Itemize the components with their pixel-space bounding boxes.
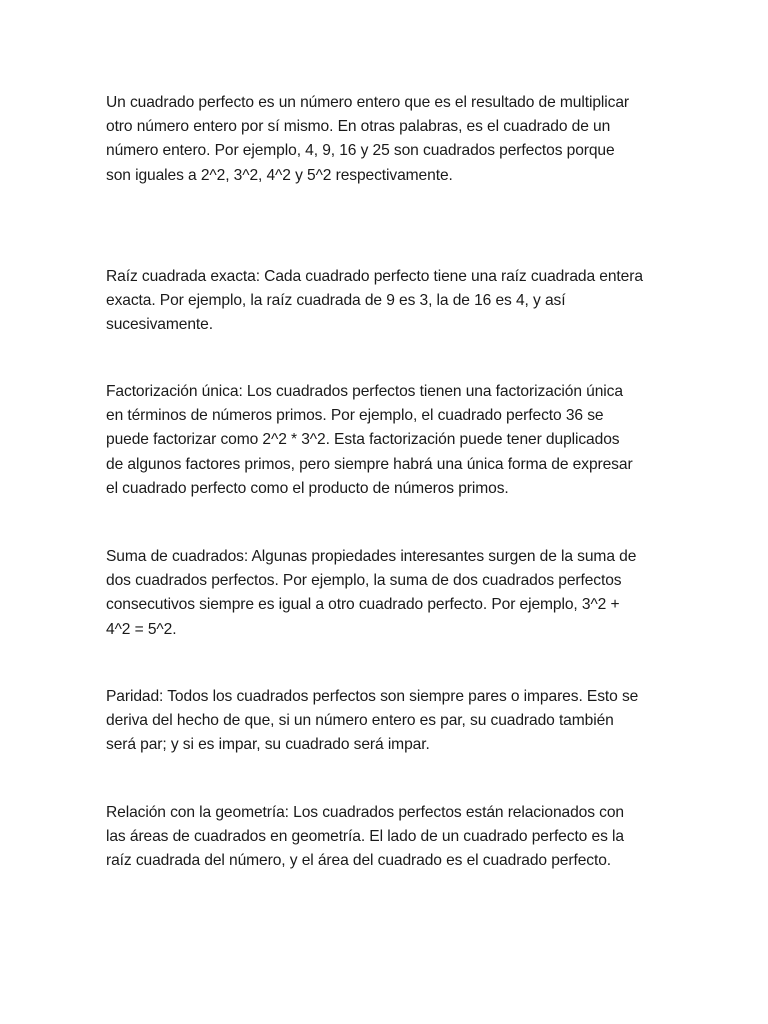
paragraph-geometry: Relación con la geometría: Los cuadrados perfectos están relacionados con las áreas de cuadrados en geometría. El lado de un cuadrado perfecto es la raíz cuadrada del número, y el área del cuadrado es el cuadrado perfecto. [106,804,625,870]
paragraph-definition: Un cuadrado perfecto es un número entero que es el resultado de multiplicar otro número entero por sí mismo. En otras palabras, es el cuadrado de un número entero. Por ejemplo, 4, 9, 16 y 25 son cuadrados perfectos porque son iguales a 2^2, 3^2, 4^2 y 5^2 respectivamente. [106,94,630,184]
paragraph-sum-of-squares: Suma de cuadrados: Algunas propiedades interesantes surgen de la suma de dos cuadrados perfectos. Por ejemplo, la suma de dos cuadrados perfectos consecutivos siempre es igual a otro cuadrado perfecto. Por ejemplo, 3^2 + 4^2 = 5^2. [106,548,637,638]
paragraph-factorization: Factorización única: Los cuadrados perfectos tienen una factorización única en términos de números primos. Por ejemplo, el cuadrado perfecto 36 se puede factorizar como 2^2 * 3^2. Esta factorización puede tener duplicados de algunos factores primos, pero siempre habrá una única forma de expresar el cuadrado perfecto como el producto de números primos. [106,383,633,497]
paragraph-exact-root: Raíz cuadrada exacta: Cada cuadrado perfecto tiene una raíz cuadrada entera exacta. Por ejemplo, la raíz cuadrada de 9 es 3, la de 16 es 4, y así sucesivamente. [106,268,643,334]
paragraph-parity: Paridad: Todos los cuadrados perfectos son siempre pares o impares. Esto se deriva del hecho de que, si un número entero es par, su cuadrado también será par; y si es impar, su cuadrado será impar. [106,688,639,754]
